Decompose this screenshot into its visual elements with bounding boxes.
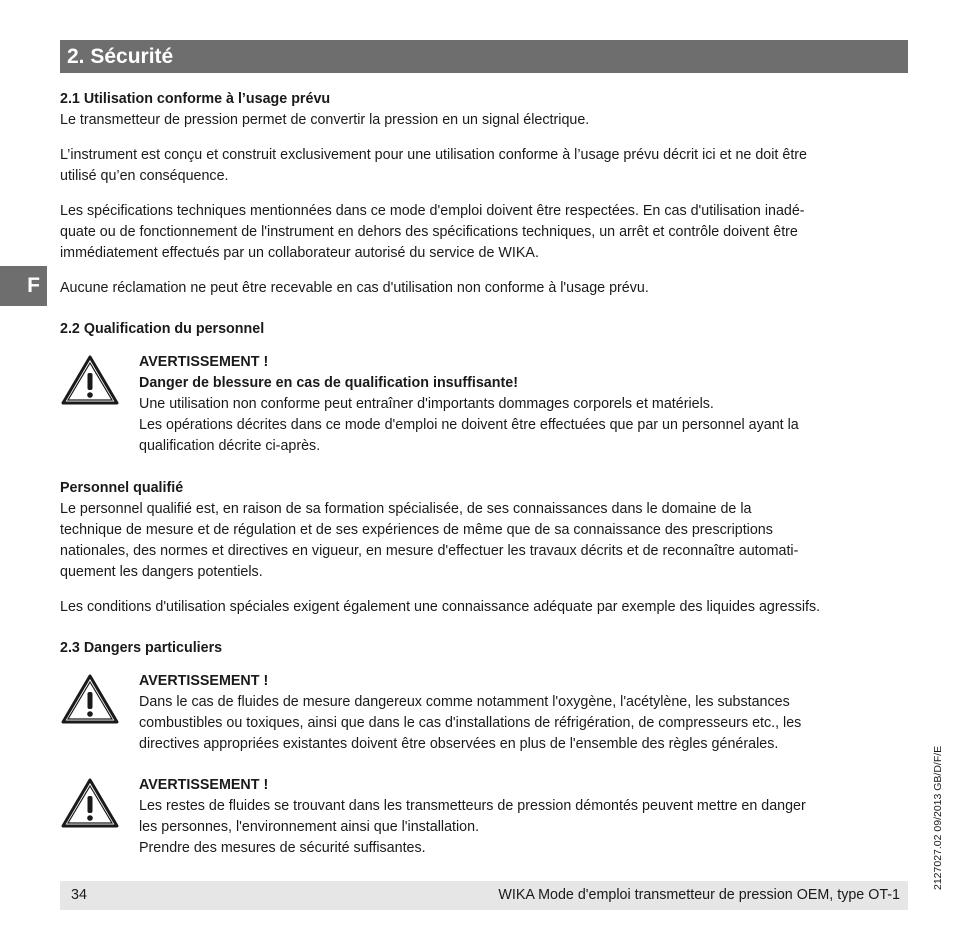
warning-block <box>60 352 910 457</box>
warning-title: AVERTISSEMENT ! <box>139 777 269 793</box>
warning-line: Prendre des mesures de sécurité suffisantes. <box>139 840 426 856</box>
paragraph: Aucune réclamation ne peut être recevable en cas d'utilisation non conforme à l'usage prévu. <box>60 280 649 296</box>
paragraph-line: quement les dangers potentiels. <box>60 564 263 580</box>
document-reference: 2127027.02 09/2013 GB/D/F/E <box>932 745 944 890</box>
warning-subtitle: Danger de blessure en cas de qualification insuffisante! <box>139 375 518 391</box>
warning-line: Une utilisation non conforme peut entraîner d'importants dommages corporels et matériels. <box>139 396 714 412</box>
qualified-heading: Personnel qualifié <box>60 480 184 496</box>
paragraph-line: Le personnel qualifié est, en raison de sa formation spécialisée, de ses connaissances dans le domaine de la <box>60 501 752 517</box>
footer-title: WIKA Mode d'emploi transmetteur de pression OEM, type OT-1 <box>498 887 900 903</box>
paragraph-line: L’instrument est conçu et construit exclusivement pour une utilisation conforme à l’usage prévu décrit ici et ne doit être <box>60 147 808 163</box>
warning-line: combustibles ou toxiques, ainsi que dans le cas d'installations de réfrigération, de compresseurs etc., les <box>139 715 802 731</box>
warning-line: Les opérations décrites dans ce mode d'emploi ne doivent être effectuées que par un personnel ayant la <box>139 417 799 433</box>
page-title: 2. Sécurité <box>67 45 174 68</box>
paragraph-line: nationales, des normes et directives en vigueur, en mesure d'effectuer les travaux décrits et de reconnaître automati- <box>60 543 799 559</box>
language-tab: F <box>0 266 47 306</box>
paragraph-line: quate ou de fonctionnement de l'instrument en dehors des spécifications techniques, un arrêt et contrôle doivent être <box>60 224 798 240</box>
warning-line: directives appropriées existantes doivent être observées en plus de l'ensemble des règles générales. <box>139 736 779 752</box>
main-content <box>60 89 910 859</box>
paragraph: Le transmetteur de pression permet de convertir la pression en un signal électrique. <box>60 112 590 128</box>
paragraph-line: immédiatement effectués par un collaborateur autorisé du service de WIKA. <box>60 245 539 261</box>
warning-line: Les restes de fluides se trouvant dans les transmetteurs de pression démontés peuvent mettre en danger <box>139 798 806 814</box>
warning-block <box>60 671 910 755</box>
paragraph-line: Les spécifications techniques mentionnées dans ce mode d'emploi doivent être respectées. En cas d'utilisation inadé- <box>60 203 805 219</box>
section-heading-2-3: 2.3 Dangers particuliers <box>60 640 223 656</box>
warning-triangle-icon <box>60 671 139 755</box>
page-number: 34 <box>71 887 87 903</box>
section-heading-2-2: 2.2 Qualification du personnel <box>60 321 265 337</box>
paragraph: Les conditions d'utilisation spéciales exigent également une connaissance adéquate par exemple des liquides agressifs. <box>60 599 821 615</box>
warning-triangle-icon <box>60 775 139 859</box>
warning-title: AVERTISSEMENT ! <box>139 673 269 689</box>
warning-title: AVERTISSEMENT ! <box>139 354 269 370</box>
paragraph-line: utilisé qu’en conséquence. <box>60 168 229 184</box>
page-footer <box>60 881 908 910</box>
warning-triangle-icon <box>60 352 139 457</box>
section-header-bar <box>60 40 908 73</box>
warning-line: qualification décrite ci-après. <box>139 438 321 454</box>
warning-line: les personnes, l'environnement ainsi que l'installation. <box>139 819 480 835</box>
warning-line: Dans le cas de fluides de mesure dangereux comme notamment l'oxygène, l'acétylène, les substances <box>139 694 790 710</box>
warning-block <box>60 775 910 859</box>
paragraph-line: technique de mesure et de régulation et de ses expériences de même que de sa connaissance des prescriptions <box>60 522 773 538</box>
section-heading-2-1: 2.1 Utilisation conforme à l’usage prévu <box>60 91 331 107</box>
